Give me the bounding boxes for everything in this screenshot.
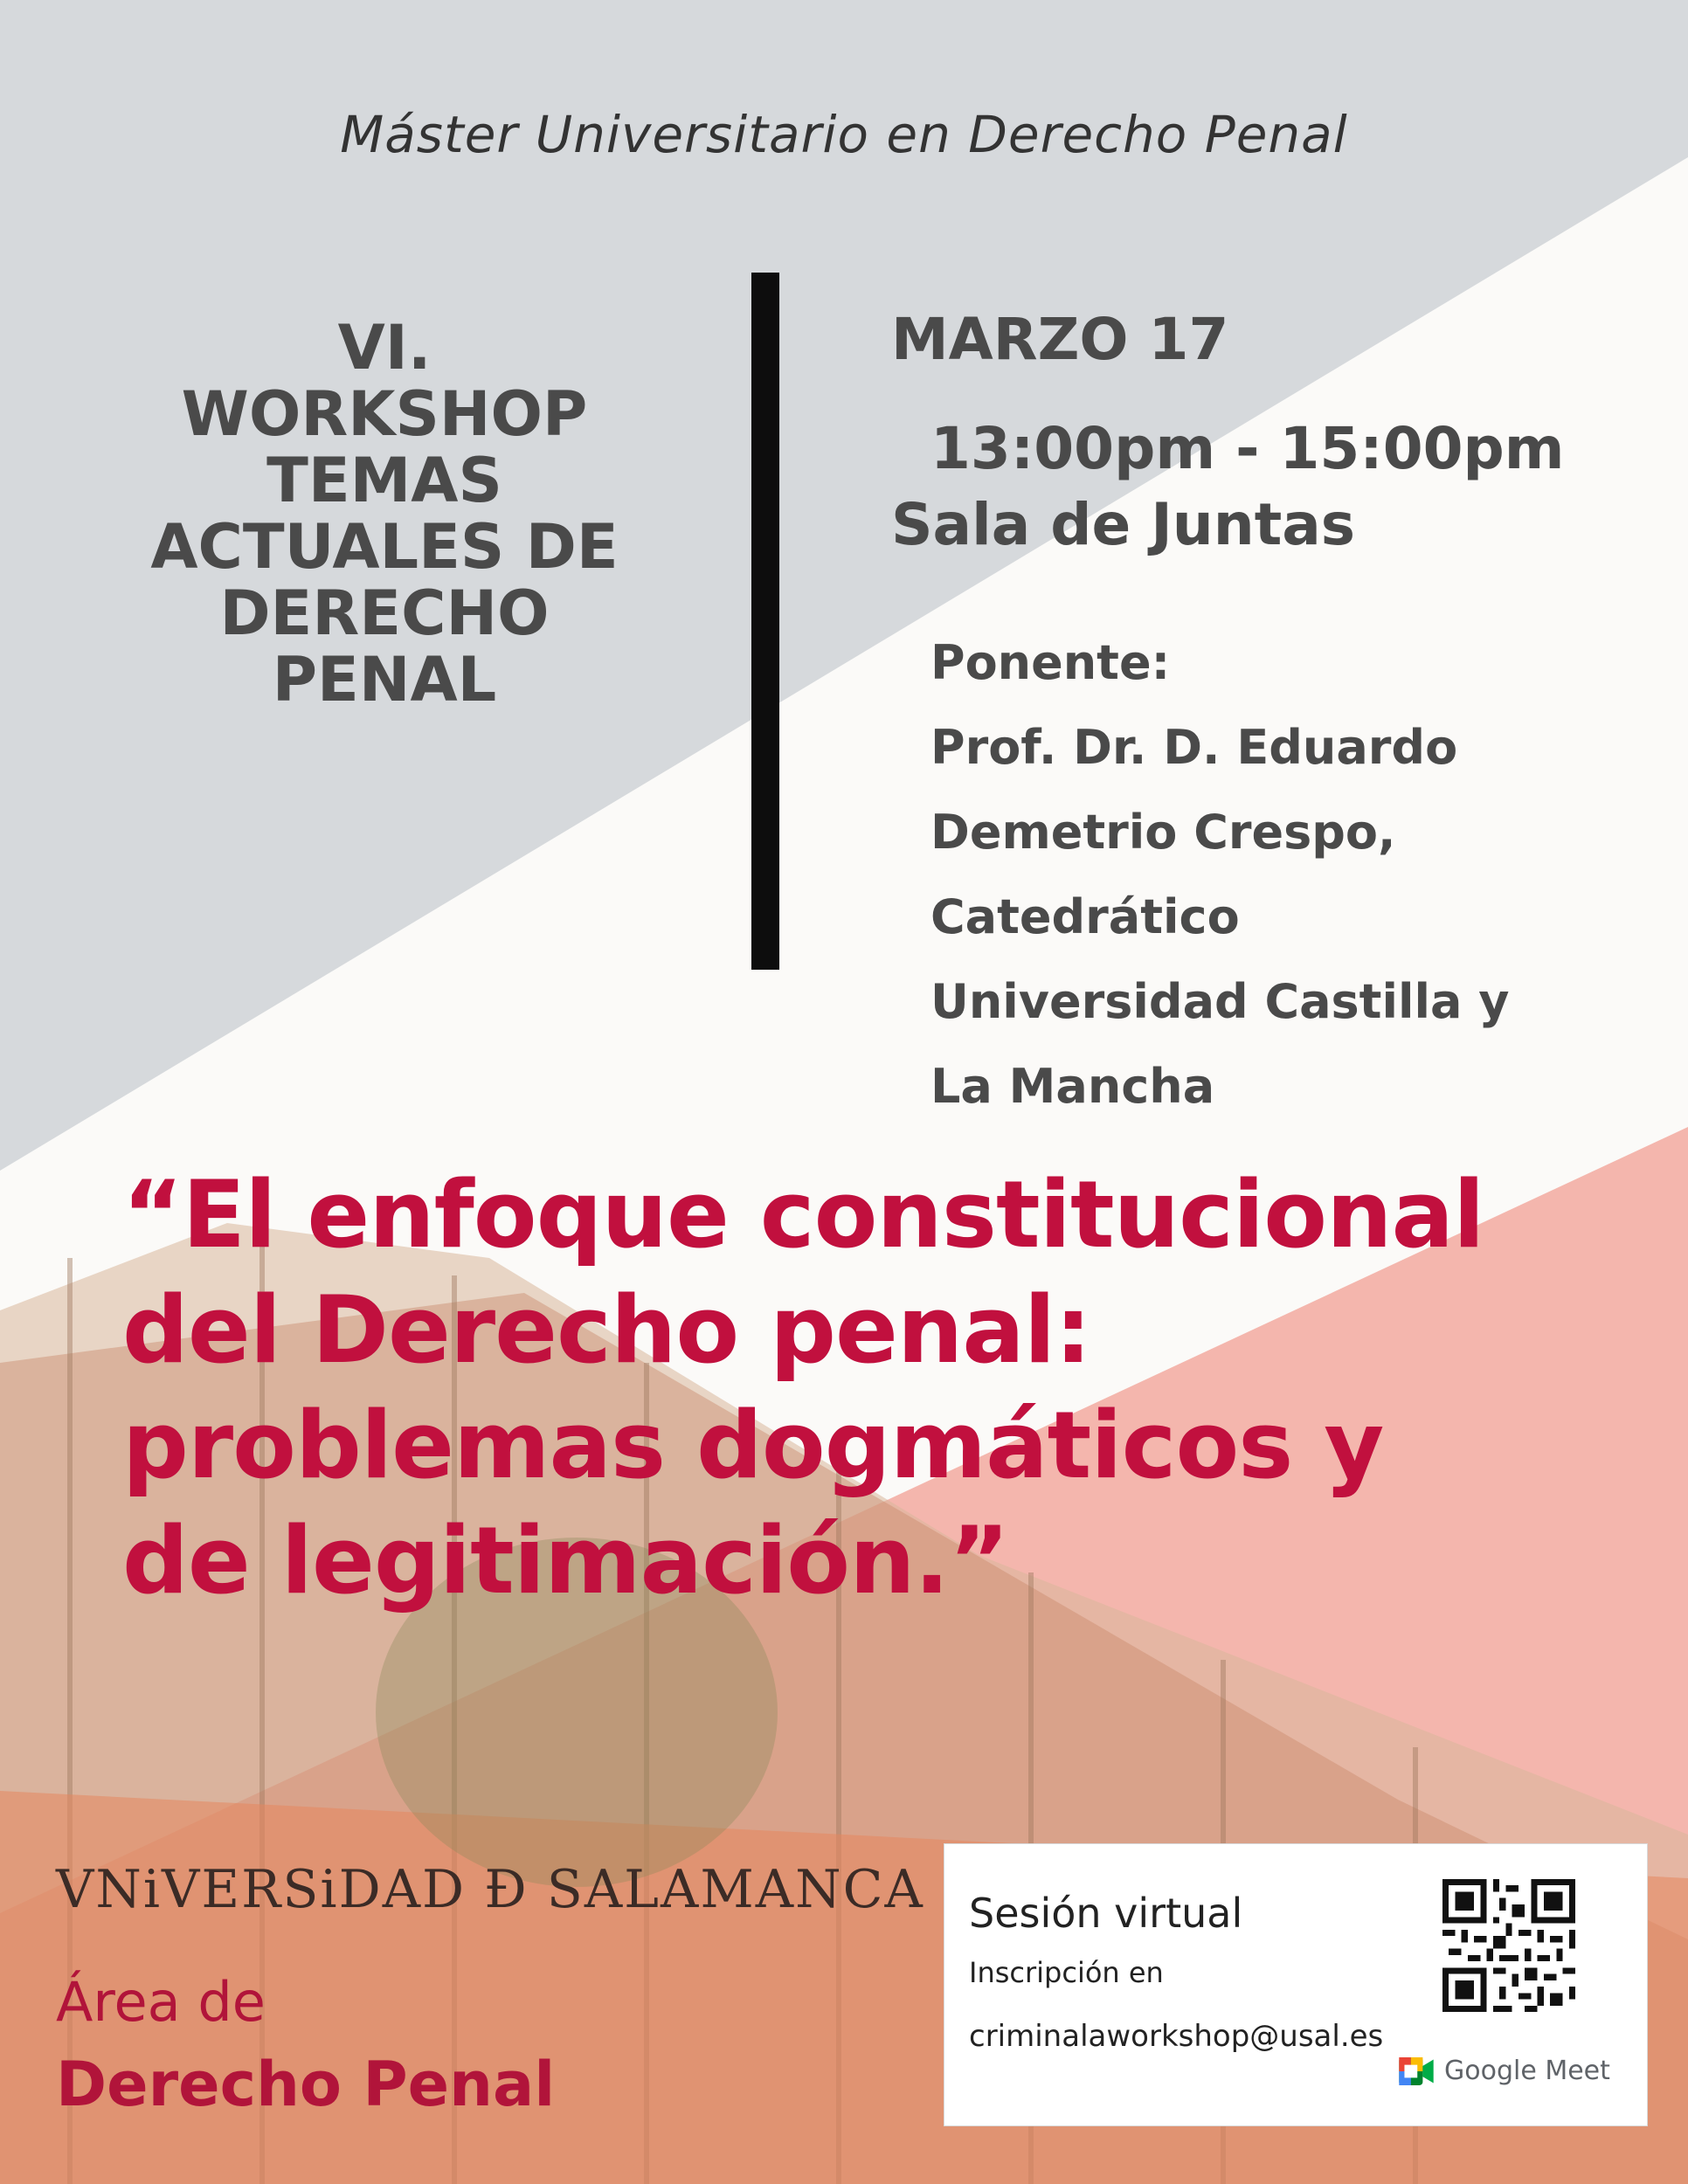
area-label: Área de — [56, 1970, 266, 2034]
google-meet-badge[interactable] — [1399, 2056, 1610, 2086]
speaker-line: Demetrio Crespo, — [930, 805, 1396, 860]
speaker-block — [930, 620, 1647, 1129]
session-title: Sesión virtual — [969, 1890, 1243, 1937]
speaker-line: Prof. Dr. D. Eduardo — [930, 720, 1458, 775]
university-logo: VNiVERSiDAD Ð SALAMANCA — [56, 1859, 924, 1920]
workshop-title: VI. WORKSHOP TEMAS ACTUALES DE DERECHO PENAL — [150, 312, 619, 715]
session-card — [944, 1843, 1648, 2126]
talk-title-line: del Derecho penal: — [122, 1276, 1091, 1384]
event-venue: Sala de Juntas — [891, 491, 1356, 558]
talk-title-line: problemas dogmáticos y — [122, 1392, 1384, 1499]
speaker-label: Ponente: — [930, 635, 1171, 690]
registration-email[interactable]: criminalaworkshop@usal.es — [969, 2019, 1384, 2054]
speaker-line: Universidad Castilla y — [930, 974, 1510, 1029]
qr-code-icon[interactable] — [1442, 1879, 1575, 2012]
speaker-line: La Mancha — [930, 1059, 1215, 1114]
program-title: Máster Universitario en Derecho Penal — [340, 105, 1348, 164]
google-meet-icon — [1399, 2057, 1434, 2085]
area-name: Derecho Penal — [56, 2049, 556, 2120]
vertical-divider — [751, 273, 779, 970]
google-meet-label: Google Meet — [1444, 2056, 1610, 2086]
talk-title-line: “El enfoque constitucional — [122, 1161, 1484, 1268]
talk-title — [122, 1158, 1660, 1619]
event-time: 13:00pm - 15:00pm — [930, 415, 1565, 482]
event-date: MARZO 17 — [891, 306, 1229, 373]
talk-title-line: de legitimación.” — [122, 1507, 1009, 1614]
registration-label: Inscripción en — [969, 1956, 1164, 1989]
speaker-line: Catedrático — [930, 889, 1240, 944]
